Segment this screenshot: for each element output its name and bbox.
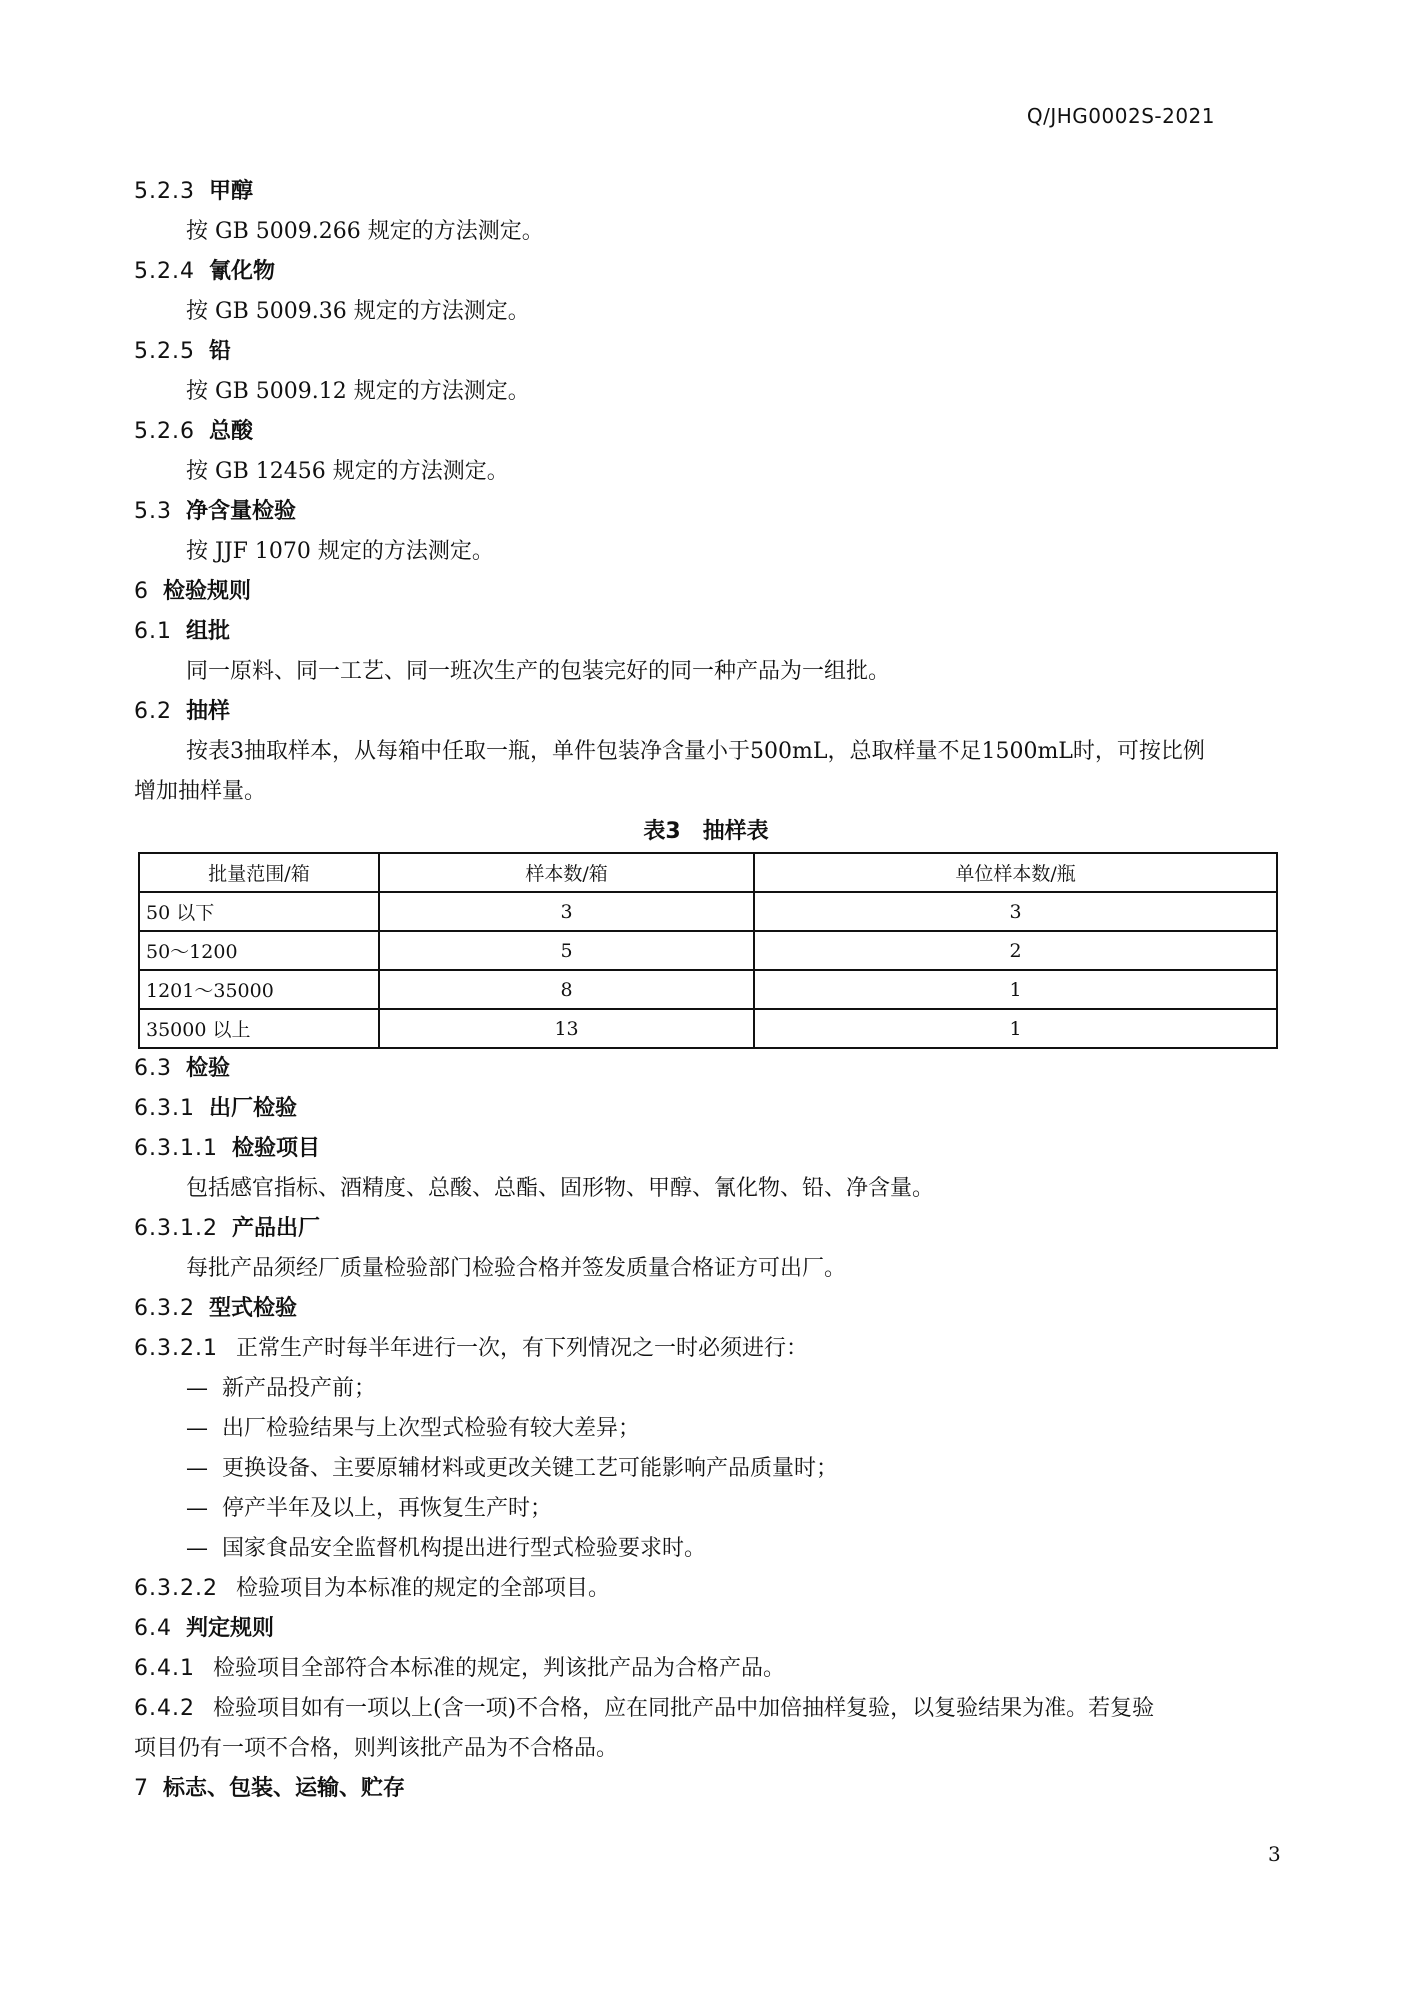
table-header-cell: 单位样本数/瓶 — [754, 853, 1277, 892]
section-heading-5-2-3 — [134, 172, 1278, 212]
clause-text: 正常生产时每半年进行一次，有下列情况之一时必须进行： — [235, 1336, 808, 1361]
clause-6-3-2-1 — [134, 1329, 1278, 1369]
section-heading-5-2-4 — [134, 252, 1278, 292]
dash-mark: — — [186, 1496, 208, 1521]
section-number: 5.2.6 — [134, 419, 195, 444]
section-number: 5.2.3 — [134, 179, 195, 204]
section-number: 6.3 — [134, 1056, 172, 1081]
section-body-5-2-4: 按 GB 5009.36 规定的方法测定。 — [186, 299, 530, 324]
section-title: 净含量检验 — [186, 499, 297, 524]
clause-number: 6.3.2.2 — [134, 1576, 218, 1601]
section-number: 6.1 — [134, 619, 172, 644]
section-body-6-2-line2: 增加抽样量。 — [134, 779, 267, 804]
section-title: 抽样 — [186, 699, 231, 724]
section-body-6-2-line1: 按表3抽取样本，从每箱中任取一瓶，单件包装净含量小于500mL，总取样量不足1500mL时，可按比例 — [186, 739, 1205, 764]
section-number: 6 — [134, 579, 149, 604]
table-cell: 3 — [379, 892, 754, 931]
section-number: 5.3 — [134, 499, 172, 524]
table-cell: 2 — [754, 931, 1277, 970]
section-heading-6-3-1-1 — [134, 1129, 1278, 1169]
dash-mark: — — [186, 1456, 208, 1481]
section-title: 产品出厂 — [231, 1216, 320, 1241]
section-title: 检验项目 — [231, 1136, 320, 1161]
section-title: 组批 — [186, 619, 231, 644]
section-body-6-3-1-2: 每批产品须经厂质量检验部门检验合格并签发质量合格证方可出厂。 — [186, 1256, 847, 1281]
section-title: 型式检验 — [208, 1296, 297, 1321]
clause-6-4-2-continuation: 项目仍有一项不合格，则判该批产品为不合格品。 — [134, 1736, 619, 1761]
list-item — [134, 1529, 1278, 1569]
table-row — [139, 931, 1277, 970]
page-number: 3 — [1268, 1842, 1281, 1866]
section-title: 总酸 — [208, 419, 253, 444]
section-number: 7 — [134, 1776, 149, 1801]
clause-text: 检验项目全部符合本标准的规定，判该批产品为合格产品。 — [212, 1656, 785, 1681]
section-heading-6-3 — [134, 1049, 1278, 1089]
clause-number: 6.4.1 — [134, 1656, 195, 1681]
section-title: 甲醇 — [208, 179, 253, 204]
dash-mark: — — [186, 1376, 208, 1401]
section-heading-6-2 — [134, 692, 1278, 732]
clause-text: 检验项目为本标准的规定的全部项目。 — [235, 1576, 610, 1601]
list-item — [134, 1489, 1278, 1529]
section-number: 6.3.1.1 — [134, 1136, 218, 1161]
table-cell: 1201～35000 — [139, 970, 379, 1009]
table-row — [139, 970, 1277, 1009]
clause-text: 检验项目如有一项以上(含一项)不合格，应在同批产品中加倍抽样复验，以复验结果为准。若复验 — [212, 1696, 1155, 1721]
section-number: 5.2.5 — [134, 339, 195, 364]
list-item — [134, 1369, 1278, 1409]
sampling-table — [138, 852, 1278, 1049]
table-3-title: 表3 抽样表 — [643, 819, 769, 844]
table-cell: 1 — [754, 970, 1277, 1009]
section-title: 氰化物 — [208, 259, 275, 284]
table-cell: 13 — [379, 1009, 754, 1048]
section-title: 检验规则 — [163, 579, 252, 604]
section-body-5-2-6: 按 GB 12456 规定的方法测定。 — [186, 459, 509, 484]
section-heading-6 — [134, 572, 1278, 612]
section-heading-6-4 — [134, 1609, 1278, 1649]
section-heading-6-3-2 — [134, 1289, 1278, 1329]
table-cell: 1 — [754, 1009, 1277, 1048]
section-body-6-1: 同一原料、同一工艺、同一班次生产的包装完好的同一种产品为一组批。 — [186, 659, 891, 684]
table-header-cell: 批量范围/箱 — [139, 853, 379, 892]
section-heading-6-3-1 — [134, 1089, 1278, 1129]
clause-6-3-2-2 — [134, 1569, 1278, 1609]
section-title: 标志、包装、运输、贮存 — [163, 1776, 406, 1801]
section-number: 5.2.4 — [134, 259, 195, 284]
table-cell: 8 — [379, 970, 754, 1009]
table-cell: 50～1200 — [139, 931, 379, 970]
table-cell: 5 — [379, 931, 754, 970]
list-item — [134, 1449, 1278, 1489]
clause-6-4-1 — [134, 1649, 1278, 1689]
clause-number: 6.3.2.1 — [134, 1336, 218, 1361]
section-body-5-2-3: 按 GB 5009.266 规定的方法测定。 — [186, 219, 544, 244]
section-heading-5-2-5 — [134, 332, 1278, 372]
section-heading-5-2-6 — [134, 412, 1278, 452]
section-body-5-2-5: 按 GB 5009.12 规定的方法测定。 — [186, 379, 530, 404]
table-cell: 50 以下 — [139, 892, 379, 931]
section-number: 6.3.1.2 — [134, 1216, 218, 1241]
table-cell: 35000 以上 — [139, 1009, 379, 1048]
list-item-text: 更换设备、主要原辅材料或更改关键工艺可能影响产品质量时； — [222, 1456, 839, 1481]
dash-mark: — — [186, 1536, 208, 1561]
clause-number: 6.4.2 — [134, 1696, 195, 1721]
section-title: 出厂检验 — [208, 1096, 297, 1121]
table-row — [139, 892, 1277, 931]
section-title: 判定规则 — [186, 1616, 275, 1641]
standard-code: Q/JHG0002S-2021 — [1026, 104, 1215, 128]
section-title: 检验 — [186, 1056, 231, 1081]
clause-6-4-2 — [134, 1689, 1278, 1729]
list-item-text: 新产品投产前； — [222, 1376, 377, 1401]
section-number: 6.4 — [134, 1616, 172, 1641]
table-row — [139, 1009, 1277, 1048]
section-heading-7 — [134, 1769, 1278, 1809]
dash-mark: — — [186, 1416, 208, 1441]
table-cell: 3 — [754, 892, 1277, 931]
table-header-cell: 样本数/箱 — [379, 853, 754, 892]
section-number: 6.3.2 — [134, 1296, 195, 1321]
document-body — [134, 172, 1278, 1809]
section-body-6-3-1-1: 包括感官指标、酒精度、总酸、总酯、固形物、甲醇、氰化物、铅、净含量。 — [186, 1176, 935, 1201]
section-heading-6-3-1-2 — [134, 1209, 1278, 1249]
section-body-5-3: 按 JJF 1070 规定的方法测定。 — [186, 539, 494, 564]
section-number: 6.2 — [134, 699, 172, 724]
list-item-text: 出厂检验结果与上次型式检验有较大差异； — [222, 1416, 641, 1441]
section-number: 6.3.1 — [134, 1096, 195, 1121]
list-item-text: 停产半年及以上，再恢复生产时； — [222, 1496, 553, 1521]
section-heading-5-3 — [134, 492, 1278, 532]
list-item-text: 国家食品安全监督机构提出进行型式检验要求时。 — [222, 1536, 707, 1561]
table-header-row — [139, 853, 1277, 892]
list-item — [134, 1409, 1278, 1449]
section-heading-6-1 — [134, 612, 1278, 652]
section-title: 铅 — [208, 339, 231, 364]
